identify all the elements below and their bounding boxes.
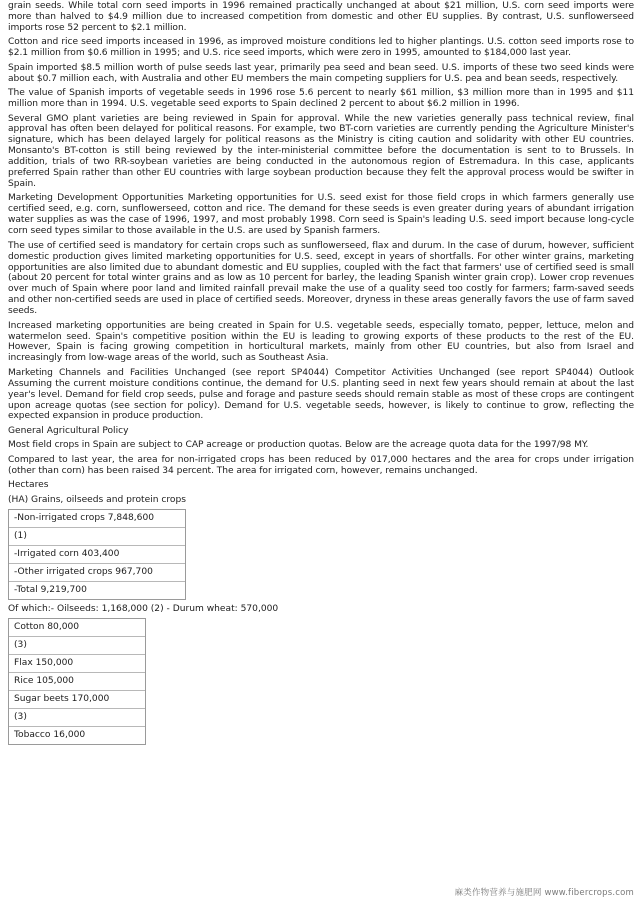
table-row: -Non-irrigated crops 7,848,600	[9, 510, 185, 528]
table-row: -Other irrigated crops 967,700	[9, 564, 185, 582]
paragraph: Spain imported $8.5 million worth of pulse seeds last year, primarily pea seed and bean seed. U.S. imports of these two seed kinds were about $0.7 million each, with Australia and other EU members the main competing suppliers for U.S. pea and bean seeds, respectively.	[8, 62, 634, 84]
watermark: 麻类作物营养与施肥网 www.fibercrops.com	[454, 888, 634, 898]
table-row: Tobacco 16,000	[14, 730, 86, 741]
table-row: Rice 105,000	[9, 673, 145, 691]
paragraph: Increased marketing opportunities are being created in Spain for U.S. vegetable seeds, especially tomato, pepper, lettuce, melon and watermelon seed. Spain's competitive position within the EU is leading to growing exports of these products to the rest of the EU. However, Spain is facing growing competition in horticultural markets, mainly from other EU countries, but also from Israel and increasingly from low-wage areas of the world, such as Southeast Asia.	[8, 320, 634, 364]
table-row: Flax 150,000	[9, 655, 145, 673]
crop-table	[8, 618, 146, 745]
table-row: Cotton 80,000	[9, 619, 145, 637]
paragraph: Marketing Development Opportunities Marketing opportunities for U.S. seed exist for those field crops in which farmers generally use certified seed, e.g. corn, sunflowerseed, cotton and rice. The demand for these seeds is even greater during years of abundant irrigation water supplies as was the case of 1996, 1997, and most probably 1998. Corn seed is Spain's leading U.S. seed import because long-cycle corn seed types similar to those available in the U.S. are used by Spanish farmers.	[8, 193, 634, 237]
table-row: -Total 9,219,700	[14, 585, 87, 596]
paragraph: The use of certified seed is mandatory for certain crops such as sunflowerseed, flax and durum. In the case of durum, however, sufficient domestic production gives limited marketing opportunities for U.S. seed, except in years of shortfalls. For other winter grains, marketing opportunities are also limited due to abundant domestic and EU supplies, coupled with the fact that farmers' use of certified seed is small (about 20 percent for total winter grains and as low as 10 percent for barley, the leading Spanish winter grain crop). Lower crop revenues over much of Spain where poor land and limited rainfall prevail make the use of a quality seed too costly for farmers; farm-saved seeds and other non-certified seeds are used in place of certified seeds. Moreover, dryness in these areas generally favors the use of farm saved seeds.	[8, 240, 634, 317]
paragraph: The value of Spanish imports of vegetable seeds in 1996 rose 5.6 percent to nearly $61 million, $3 million more than in 1995 and $11 million more than in 1994. U.S. vegetable seed exports to Spain declined 2 percent to about $6.2 million in 1996.	[8, 88, 634, 110]
paragraph: grain seeds. While total corn seed imports in 1996 remained practically unchanged at about $21 million, U.S. corn seed imports were more than halved to $4.9 million due to increased competition from domestic and other EU supplies. By contrast, U.S. sunflowerseed imports rose 52 percent to $2.1 million.	[8, 1, 634, 33]
section-heading: General Agricultural Policy	[8, 425, 129, 436]
quota-table	[8, 509, 186, 600]
paragraph: Several GMO plant varieties are being reviewed in Spain for approval. While the new varieties generally pass technical review, final approval has often been delayed for political reasons. For example, two BT-corn varieties are currently pending the Agriculture Minister's signature, which has been delayed largely for political reasons as the Ministry is citing caution and solidarity with other EU countries. Monsanto's BT-cotton is still being reviewed by the inter-ministerial committee before the documentation is sent to to Brussels. In addition, trials of two RR-soybean varieties are being conducted in the autonomous region of Estremadura. In this case, applicants preferred Spain rather than other EU countries with large soybean production because they felt the approval process would be swifter in Spain.	[8, 113, 634, 189]
paragraph: Compared to last year, the area for non-irrigated crops has been reduced by 017,000 hectares and the area for crops under irrigation (other than corn) has been raised 34 percent. The area for irrigated corn, however, remains unchanged.	[8, 454, 634, 476]
document-body	[8, 1, 634, 749]
table-row: (3)	[9, 637, 145, 655]
hectares-label: Hectares	[8, 480, 49, 491]
table-row: (1)	[9, 528, 185, 546]
paragraph: Most field crops in Spain are subject to CAP acreage or production quotas. Below are the acreage quota data for the 1997/98 MY.	[8, 440, 589, 451]
table-row: Sugar beets 170,000	[9, 691, 145, 709]
of-which-line: Of which:- Oilseeds: 1,168,000 (2) - Durum wheat: 570,000	[8, 604, 279, 615]
paragraph: Marketing Channels and Facilities Unchanged (see report SP4044) Competitor Activities Unchanged (see report SP4044) Outlook Assuming the current moisture conditions continue, the demand for U.S. planting seed in next few years should remain at about the last year's level. Demand for field crop seeds, pulse and forage and pasture seeds should remain stable as most of these crops are contingent upon acreage quotas (see section for policy). Demand for U.S. vegetable seeds, however, is likely to continue to grow, reflecting the expected expansion in produce production.	[8, 367, 634, 422]
grains-label: (HA) Grains, oilseeds and protein crops	[8, 494, 186, 505]
table-row: (3)	[9, 709, 145, 727]
paragraph: Cotton and rice seed imports inceased in 1996, as improved moisture conditions led to higher plantings. U.S. cotton seed imports rose to $2.1 million from $0.6 million in 1995; and U.S. rice seed imports, which were zero in 1995, amounted to $184,000 last year.	[8, 37, 634, 59]
table-row: -Irrigated corn 403,400	[9, 546, 185, 564]
